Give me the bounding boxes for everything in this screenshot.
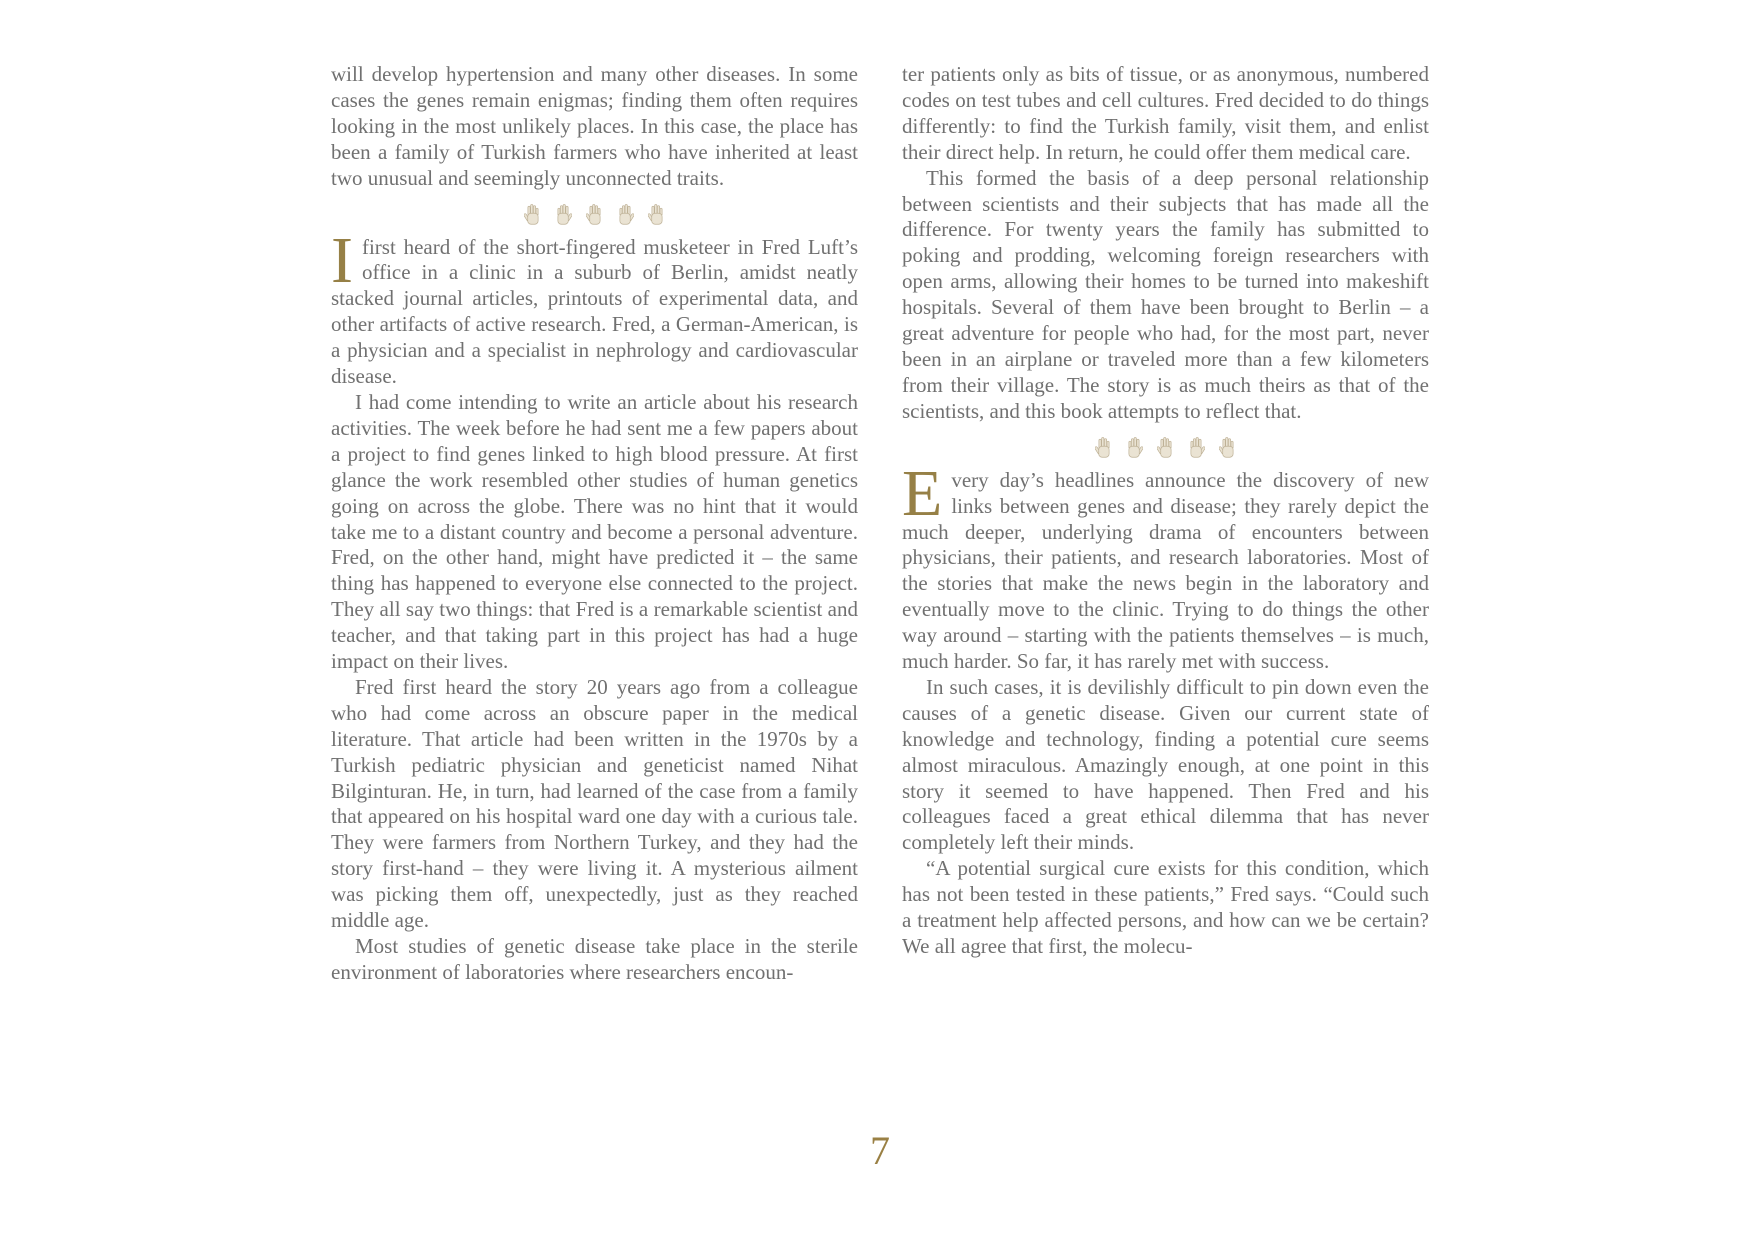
hand-fleuron-ornament: [902, 433, 1429, 459]
paragraph: [902, 166, 1429, 425]
drop-cap-letter: I: [331, 223, 353, 297]
hand-fleuron-ornament: [331, 200, 858, 226]
hand-icon: [1126, 436, 1143, 459]
hand-icon: [524, 203, 541, 226]
paragraph-text: Most studies of genetic disease take place in the sterile environment of laboratories where researchers encoun-: [331, 934, 858, 984]
drop-cap-letter: E: [902, 456, 943, 530]
paragraph-text: This formed the basis of a deep personal relationship between scientists and their subjects that has made all the difference. For twenty years the family has submitted to poking and prodding, welcoming foreign researchers with open arms, allowing their homes to be turned into makeshift hospitals. Several of them have been brought to Berlin – a great adventure for people who had, for the most part, never been in an airplane or traveled more than a few kilometers from their village. The story is as much theirs as that of the scientists, and this book attempts to reflect that.: [902, 165, 1429, 423]
paragraph-text: will develop hypertension and many other diseases. In some cases the genes remain enigmas; finding them often requires looking in the most unlikely places. In this case, the place has been a family of Turkish farmers who have inherited at least two unusual and seemingly unconnected traits.: [331, 62, 858, 190]
paragraph-text: I had come intending to write an article about his research activities. The week before he had sent me a few papers about a project to find genes linked to high blood pressure. At first glance the work resembled other studies of human genetics going on across the globe. There was no hint that it would take me to a distant country and become a personal adventure. Fred, on the other hand, might have predicted it – the same thing has happened to everyone else connected to the project. They all say two things: that Fred is a remarkable scientist and teacher, and that taking part in this project has had a huge impact on their lives.: [331, 389, 858, 674]
hand-icon: [617, 203, 634, 226]
paragraph-text: first heard of the short-fingered musketeer in Fred Luft’s office in a clinic in a suburb of Berlin, amidst neatly stacked journal articles, printouts of experimental data, and other artifacts of active research. Fred, a German-American, is a physician and a specialist in nephrology and cardiovascular disease.: [331, 234, 858, 389]
paragraph-text: very day’s headlines announce the discovery of new links between genes and disease; they rarely depict the much deeper, underlying drama of encounters between physicians, their patients, and research laboratories. Most of the stories that make the news begin in the laboratory and eventually move to the clinic. Trying to do things the other way around – starting with the patients themselves – is much, much harder. So far, it has rarely met with success.: [902, 467, 1429, 674]
page-number: [331, 1128, 1429, 1174]
hand-icon: [1219, 436, 1236, 459]
paragraph-with-dropcap: [902, 456, 1429, 675]
hand-icon: [1188, 436, 1205, 459]
paragraph-with-dropcap: [331, 223, 858, 390]
page-number-text: 7: [870, 1128, 890, 1173]
hand-icon: [586, 203, 603, 226]
paragraph: [902, 675, 1429, 856]
hand-icon: [1157, 436, 1174, 459]
paragraph: [331, 62, 858, 192]
paragraph: [331, 934, 858, 986]
right-column: [902, 62, 1429, 986]
paragraph-text: ter patients only as bits of tissue, or as anonymous, numbered codes on test tubes and cell cultures. Fred decided to do things differently: to find the Turkish family, visit them, and enlist their direct help. In return, he could offer them medical care.: [902, 62, 1429, 164]
paragraph-text: Fred first heard the story 20 years ago from a colleague who had come across an obscure paper in the medical literature. That article had been written in the 1970s by a Turkish pediatric physician and geneticist named Nihat Bilginturan. He, in turn, had learned of the case from a family that appeared on his hospital ward one day with a curious tale. They were farmers from Northern Turkey, and they had the story first-hand – they were living it. A mysterious ailment was picking them off, unexpectedly, just as they reached middle age.: [331, 674, 858, 933]
hand-icon: [555, 203, 572, 226]
paragraph: [331, 390, 858, 675]
paragraph-text: In such cases, it is devilishly difficult to pin down even the causes of a genetic disease. Given our current state of knowledge and technology, finding a potential cure seems almost miraculous. Amazingly enough, at one point in this story it seemed to have happened. Then Fred and his colleagues faced a great ethical dilemma that has never completely left their minds.: [902, 674, 1429, 855]
left-column: [331, 62, 858, 986]
paragraph: [902, 856, 1429, 960]
paragraph-text: “A potential surgical cure exists for this condition, which has not been tested in these patients,” Fred says. “Could such a treatment help affected persons, and how can we be certain? We all agree that first, the molecu-: [902, 856, 1429, 958]
hand-icon: [1095, 436, 1112, 459]
paragraph: [331, 675, 858, 934]
hand-icon: [648, 203, 665, 226]
paragraph: [902, 62, 1429, 166]
two-column-text-block: [331, 62, 1429, 986]
